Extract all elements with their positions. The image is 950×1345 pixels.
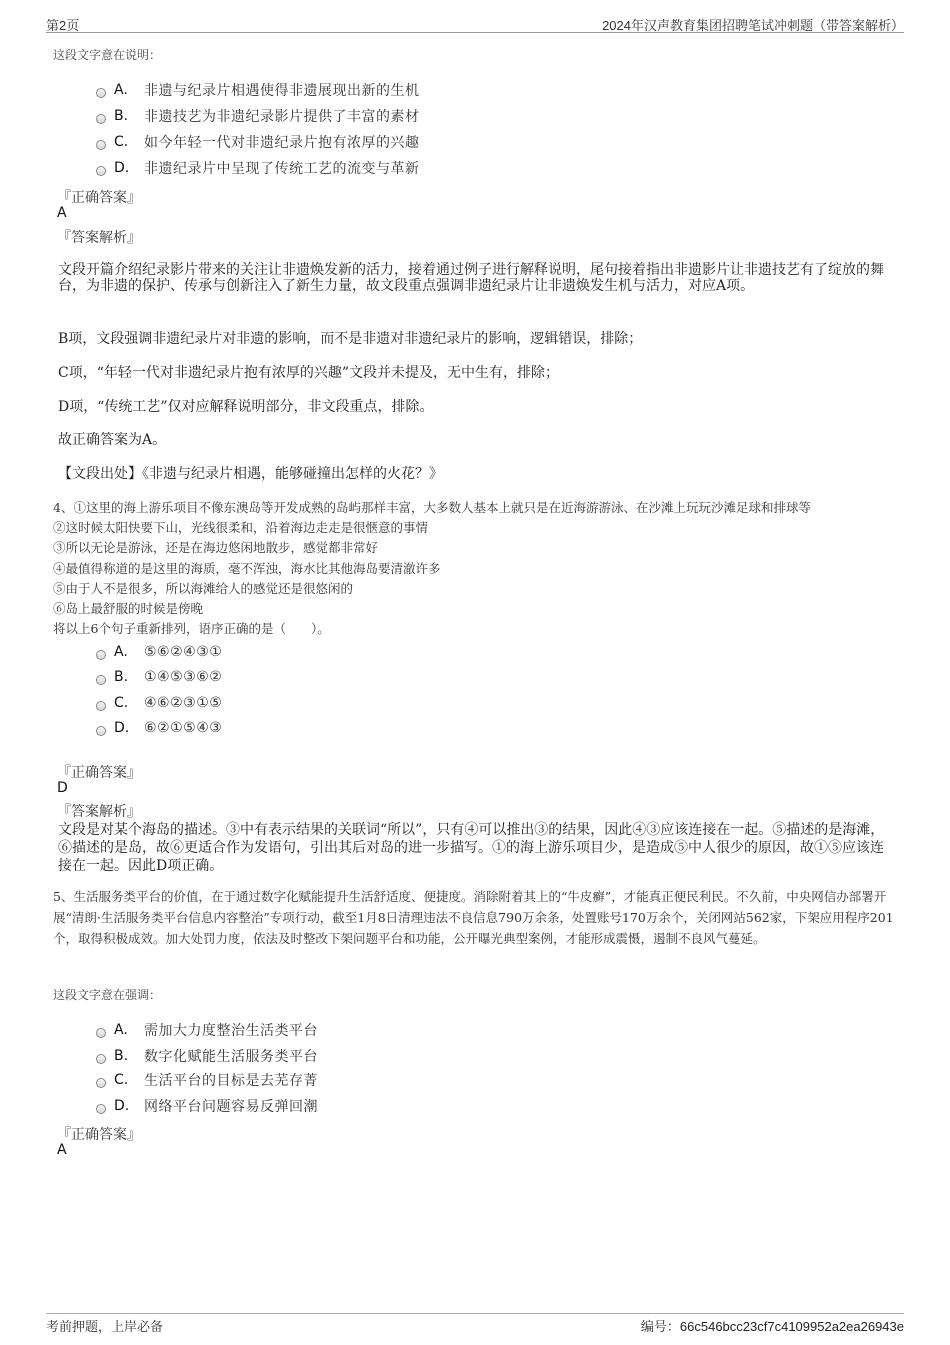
q3-analysis-p5: 故正确答案为A。 [58, 432, 167, 448]
q4-option-b[interactable] [96, 666, 222, 688]
q3-option-d[interactable] [96, 157, 420, 179]
q3-analysis-p3: C项，“年轻一代对非遗纪录片抱有浓厚的兴趣”文段并未提及，无中生有，排除； [58, 365, 560, 381]
radio-icon[interactable] [96, 650, 106, 660]
q3-correct-label: 『正确答案』 [57, 190, 141, 206]
q5-correct-answer: A [57, 1142, 67, 1158]
q3-option-a[interactable] [96, 79, 420, 101]
radio-icon[interactable] [96, 140, 106, 150]
option-letter: D. [114, 720, 130, 736]
option-letter: B. [114, 669, 129, 685]
option-text: 网络平台问题容易反弹回潮 [144, 1099, 318, 1115]
q4-line-5: ⑤由于人不是很多，所以海滩给人的感觉还是很悠闲的 [53, 581, 354, 596]
radio-icon[interactable] [96, 1054, 106, 1064]
option-text: 如今年轻一代对非遗纪录片抱有浓厚的兴趣 [144, 135, 420, 151]
q3-source: 【文段出处】《非遗与纪录片相遇，能够碰撞出怎样的火花？》 [58, 466, 443, 482]
q4-correct-label: 『正确答案』 [57, 765, 141, 781]
option-text: 非遗与纪录片相遇使得非遗展现出新的生机 [144, 83, 420, 99]
q3-analysis-p1: 文段开篇介绍纪录影片带来的关注让非遗焕发新的活力，接着通过例子进行解释说明，尾句接着指出非遗影片让非遗技艺有了绽放的舞台，为非遗的保护、传承与创新注入了新生力量，故文段重点强调非遗纪录片让非遗焕发生机与活力，对应A项。 [58, 262, 884, 294]
option-letter: A. [114, 644, 128, 660]
q4-analysis: 文段是对某个海岛的描述。③中有表示结果的关联词“所以”，只有④可以推出③的结果，因此④③应该连接在一起。⑤描述的是海滩，⑥描述的是岛，故⑥更适合作为发语句，引出其后对岛的进一步描写。①的海上游乐项目少，是造成⑤中人很少的原因，故①⑤应该连接在一起。因此D项正确。 [58, 822, 885, 874]
q4-option-c[interactable] [96, 692, 222, 714]
option-text: 需加大力度整治生活类平台 [144, 1023, 318, 1039]
footer-slogan: 考前押题，上岸必备 [46, 1319, 164, 1334]
option-letter: D. [114, 1098, 130, 1114]
radio-icon[interactable] [96, 114, 106, 124]
q3-correct-answer: A [57, 205, 67, 221]
radio-icon[interactable] [96, 166, 106, 176]
option-letter: D. [114, 160, 130, 176]
q4-option-d[interactable] [96, 717, 222, 739]
q5-correct-label: 『正确答案』 [57, 1127, 141, 1143]
q4-option-a[interactable] [96, 641, 222, 663]
option-text: 非遗纪录片中呈现了传统工艺的流变与革新 [144, 161, 420, 177]
radio-icon[interactable] [96, 1104, 106, 1114]
radio-icon[interactable] [96, 1078, 106, 1088]
option-text: 数字化赋能生活服务类平台 [144, 1049, 318, 1065]
q5-option-a[interactable] [96, 1019, 318, 1041]
q4-line-3: ③所以无论是游泳，还是在海边悠闲地散步，感觉都非常好 [53, 540, 379, 555]
q3-option-c[interactable] [96, 131, 420, 153]
option-text: 非遗技艺为非遗纪录影片提供了丰富的素材 [144, 109, 420, 125]
page-header [46, 14, 904, 33]
radio-icon[interactable] [96, 726, 106, 736]
option-text: 生活平台的目标是去芜存菁 [144, 1073, 318, 1089]
q3-option-b[interactable] [96, 105, 420, 127]
q3-analysis-p2: B项，文段强调非遗纪录片对非遗的影响，而不是非遗对非遗纪录片的影响，逻辑错误，排除； [58, 331, 643, 347]
document-serial: 编号：66c546bcc23cf7c4109952a2ea26943e [640, 1319, 904, 1334]
q5-option-d[interactable] [96, 1095, 318, 1117]
option-text: ⑤⑥②④③① [144, 644, 223, 660]
option-letter: C. [114, 134, 129, 150]
q3-prompt: 这段文字意在说明： [53, 48, 162, 62]
q3-analysis-p4: D项，“传统工艺”仅对应解释说明部分，非文段重点，排除。 [58, 399, 434, 415]
q4-question: 将以上6个句子重新排列，语序正确的是（ ）。 [53, 621, 330, 636]
option-letter: B. [114, 1048, 129, 1064]
document-title: 2024年汉声教育集团招聘笔试冲刺题（带答案解析） [602, 18, 904, 33]
option-text: ④⑥②③①⑤ [144, 695, 223, 711]
option-text: ⑥②①⑤④③ [144, 720, 223, 736]
q5-option-b[interactable] [96, 1045, 318, 1067]
q4-analysis-label: 『答案解析』 [57, 804, 141, 820]
page-footer [46, 1313, 904, 1334]
q3-analysis-label: 『答案解析』 [57, 230, 141, 246]
q4-line-2: ②这时候太阳快要下山，光线很柔和，沿着海边走走是很惬意的事情 [53, 520, 429, 535]
radio-icon[interactable] [96, 701, 106, 711]
q4-correct-answer: D [57, 780, 68, 796]
option-letter: C. [114, 1072, 129, 1088]
q4-line-1: 4、①这里的海上游乐项目不像东澳岛等开发成熟的岛屿那样丰富，大多数人基本上就只是在近海游游泳、在沙滩上玩玩沙滩足球和排球等 [53, 500, 811, 515]
q4-line-4: ④最值得称道的是这里的海质，毫不浑浊，海水比其他海岛要清澈许多 [53, 561, 441, 576]
q5-prompt: 这段文字意在强调： [53, 988, 162, 1002]
q4-line-6: ⑥岛上最舒服的时候是傍晚 [53, 601, 204, 616]
option-letter: B. [114, 108, 129, 124]
radio-icon[interactable] [96, 1028, 106, 1038]
option-letter: C. [114, 695, 129, 711]
radio-icon[interactable] [96, 88, 106, 98]
option-letter: A. [114, 1022, 128, 1038]
option-text: ①④⑤③⑥② [144, 669, 223, 685]
q5-option-c[interactable] [96, 1069, 318, 1091]
option-letter: A. [114, 82, 128, 98]
q5-stem: 5、生活服务类平台的价值，在于通过数字化赋能提升生活舒适度、便捷度。消除附着其上的“牛皮癣”，才能真正便民利民。不久前，中央网信办部署开展“清朗·生活服务类平台信息内容整治”专项行动，截至1月8日清理违法不良信息790万余条，处置账号170万余个，关闭网站562家，下架应用程序201个，取得积极成效。加大处罚力度，依法及时整改下架问题平台和功能，公开曝光典型案例，才能形成震慑，遏制不良风气蔓延。 [53, 889, 894, 946]
radio-icon[interactable] [96, 675, 106, 685]
page-number: 第2页 [46, 18, 80, 33]
